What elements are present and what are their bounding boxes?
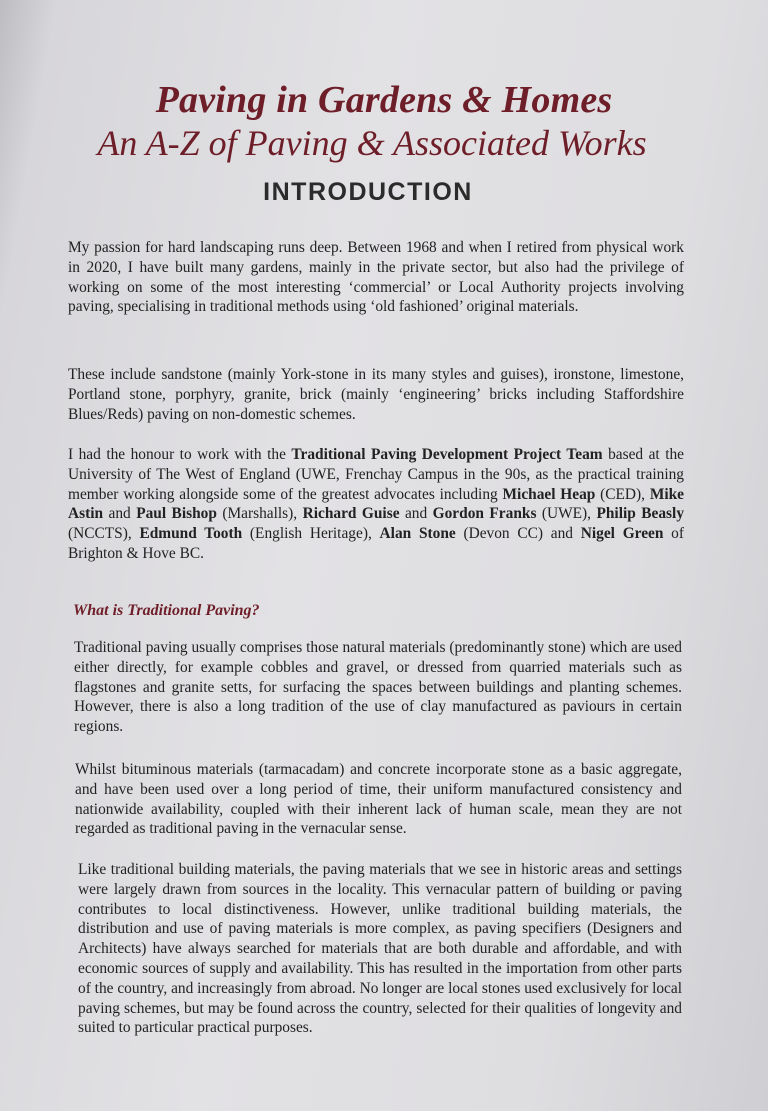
book-subtitle: An A-Z of Paving & Associated Works xyxy=(97,123,647,163)
intro-paragraph-3: I had the honour to work with the Traditional Paving Development Project Team based at the University of The West of England (UWE, Frenchay Campus in the 90s, as the practical training member working alongside some of the greatest advocates including Michael Heap (CED), Mike Astin and Paul Bishop (Marshalls), Richard Guise and Gordon Franks (UWE), Philip Beasly (NCCTS), Edmund Tooth (English Heritage), Alan Stone (Devon CC) and Nigel Green of Brighton & Hove BC. xyxy=(68,446,685,562)
highlighted-name: Edmund Tooth xyxy=(139,525,243,543)
section-title: INTRODUCTION xyxy=(263,178,473,206)
highlighted-name: Nigel Green xyxy=(580,525,664,543)
subheading: What is Traditional Paving? xyxy=(73,602,260,619)
trad-paragraph-1: Traditional paving usually comprises those natural materials (predominantly stone) which are used either directly, for example cobbles and gravel, or dressed from quarried materials such as flagstones and granite setts, for surfacing the spaces between buildings and planting schemes. However, there is also a long tradition of the use of clay manufactured as paviours in certain regions. xyxy=(74,639,682,736)
intro-paragraph-2: These include sandstone (mainly York-stone in its many styles and guises), ironstone, limestone, Portland stone, porphyry, granite, brick (mainly ‘engineering’ bricks including Staffordshire Blues/Reds) paving on non-domestic schemes. xyxy=(68,366,684,423)
highlighted-name: Traditional Paving Development Project Team xyxy=(291,446,603,463)
highlighted-name: Paul Bishop xyxy=(136,505,217,523)
highlighted-name: Gordon Franks xyxy=(432,505,537,523)
highlighted-name: Alan Stone xyxy=(379,525,456,543)
highlighted-name: Mike Astin xyxy=(68,485,685,523)
highlighted-name: Philip Beasly xyxy=(596,505,685,523)
intro-paragraph-1: My passion for hard landscaping runs deep. Between 1968 and when I retired from physical work in 2020, I have built many gardens, mainly in the private sector, but also had the privilege of working on some of the most interesting ‘commercial’ or Local Authority projects involving paving, specialising in traditional methods using ‘old fashioned’ original materials. xyxy=(68,239,684,316)
trad-paragraph-2: Whilst bituminous materials (tarmacadam) and concrete incorporate stone as a basic aggregate, and have been used over a long period of time, their uniform manufactured consistency and nationwide availability, coupled with their inherent lack of human scale, mean they are not regarded as traditional paving in the vernacular sense. xyxy=(75,761,682,838)
highlighted-name: Michael Heap xyxy=(502,485,596,503)
trad-paragraph-3: Like traditional building materials, the paving materials that we see in historic areas and settings were largely drawn from sources in the locality. This vernacular pattern of building or paving contributes to local distinctiveness. However, unlike traditional building materials, the distribution and use of paving materials is more complex, as paving specifiers (Designers and Architects) have always searched for materials that are both durable and affordable, and with economic sources of supply and availability. This has resulted in the importation from other parts of the country, and increasingly from abroad. No longer are local stones used exclusively for local paving schemes, but may be found across the country, selected for their qualities of longevity and suited to particular practical purposes. xyxy=(78,861,682,1037)
highlighted-name: Richard Guise xyxy=(302,505,400,523)
book-title: Paving in Gardens & Homes xyxy=(155,79,613,121)
